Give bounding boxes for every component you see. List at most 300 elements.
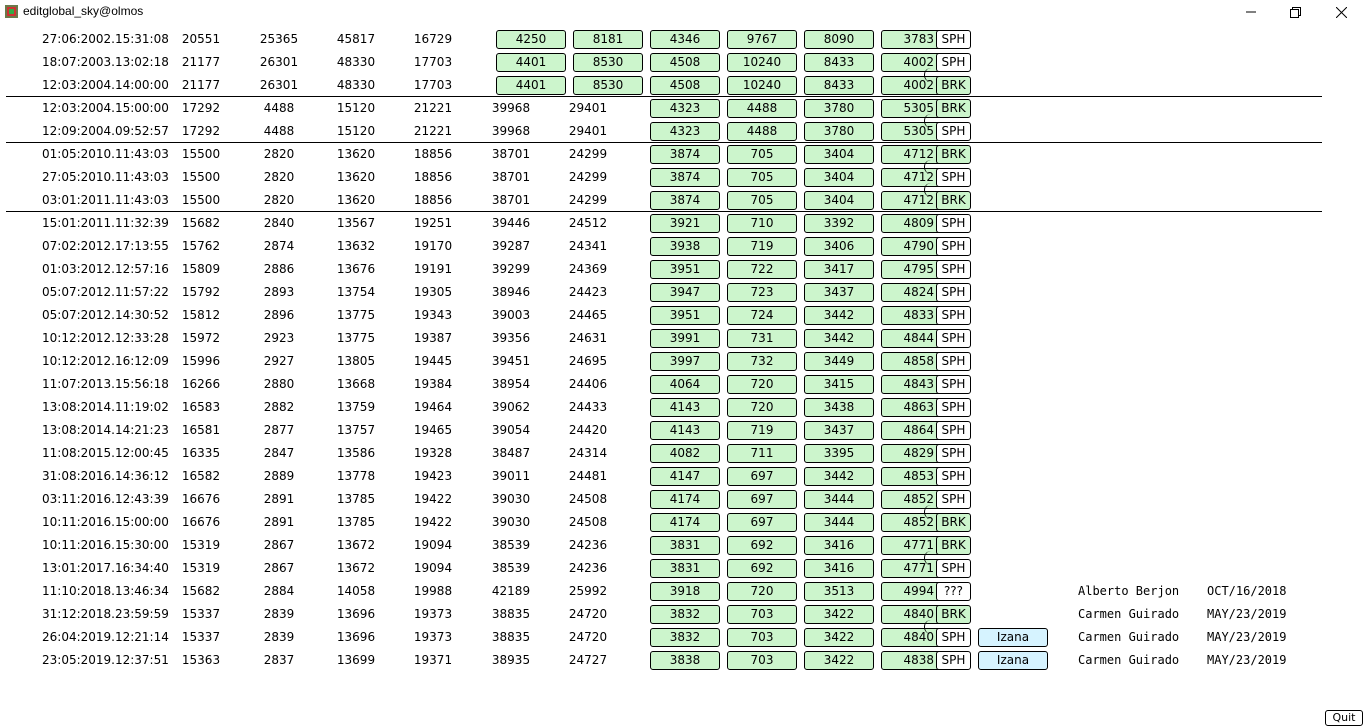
row-value: 17703 xyxy=(413,55,453,69)
row-date: 10:12:2012.12:33:28 xyxy=(42,331,169,345)
row-value: 13586 xyxy=(336,446,376,460)
row-value: 17703 xyxy=(413,78,453,92)
row-date: 01:05:2010.11:43:03 xyxy=(42,147,169,161)
row-value: 2847 xyxy=(263,446,295,460)
edit-date: MAY/23/2019 xyxy=(1207,630,1287,644)
row-value: 24695 xyxy=(568,354,608,368)
value-field[interactable]: 719 xyxy=(727,237,797,256)
row-date: 12:03:2004.14:00:00 xyxy=(42,78,169,92)
table-row xyxy=(0,189,1366,212)
value-field[interactable]: 4401 xyxy=(496,53,566,72)
row-value: 2867 xyxy=(263,538,295,552)
row-value: 24236 xyxy=(568,561,608,575)
link-connector xyxy=(924,620,939,634)
type-toggle-button[interactable]: SPH xyxy=(936,651,971,670)
table-row xyxy=(0,419,1366,442)
type-toggle-button[interactable]: SPH xyxy=(936,329,971,348)
type-toggle-button[interactable]: SPH xyxy=(936,375,971,394)
value-field[interactable]: 3438 xyxy=(804,398,874,417)
row-date: 31:12:2018.23:59:59 xyxy=(42,607,169,621)
table-row xyxy=(0,281,1366,304)
row-value: 19328 xyxy=(413,446,453,460)
type-toggle-button[interactable]: BRK xyxy=(936,99,971,118)
type-toggle-button[interactable]: SPH xyxy=(936,352,971,371)
row-value: 38946 xyxy=(491,285,531,299)
row-value: 48330 xyxy=(336,78,376,92)
value-field[interactable]: 720 xyxy=(727,582,797,601)
value-field[interactable]: 8181 xyxy=(573,30,643,49)
type-toggle-button[interactable]: SPH xyxy=(936,421,971,440)
value-field[interactable]: 3783 xyxy=(881,30,951,49)
row-value: 2874 xyxy=(263,239,295,253)
value-field[interactable]: 3444 xyxy=(804,513,874,532)
row-value: 13620 xyxy=(336,170,376,184)
table-row xyxy=(0,465,1366,488)
row-value: 24236 xyxy=(568,538,608,552)
value-field[interactable]: 4147 xyxy=(650,467,720,486)
row-value: 24406 xyxy=(568,377,608,391)
value-field[interactable]: 719 xyxy=(727,421,797,440)
row-value: 38487 xyxy=(491,446,531,460)
table-row xyxy=(0,488,1366,511)
row-value: 16676 xyxy=(181,515,221,529)
value-field[interactable]: 4824 xyxy=(881,283,951,302)
type-toggle-button[interactable]: BRK xyxy=(936,605,971,624)
row-value: 15500 xyxy=(181,193,221,207)
row-value: 13785 xyxy=(336,515,376,529)
value-field[interactable]: 3422 xyxy=(804,605,874,624)
row-value: 24727 xyxy=(568,653,608,667)
value-field[interactable]: 3442 xyxy=(804,306,874,325)
value-field[interactable]: 4323 xyxy=(650,122,720,141)
link-connector xyxy=(924,160,939,174)
restore-icon xyxy=(1290,7,1301,18)
row-value: 39299 xyxy=(491,262,531,276)
value-field[interactable]: 4809 xyxy=(881,214,951,233)
edit-date: OCT/16/2018 xyxy=(1207,584,1287,598)
value-field[interactable]: 692 xyxy=(727,559,797,578)
row-value: 21177 xyxy=(181,78,221,92)
row-value: 24465 xyxy=(568,308,608,322)
value-field[interactable]: 4994 xyxy=(881,582,951,601)
row-value: 29401 xyxy=(568,101,608,115)
type-toggle-button[interactable]: BRK xyxy=(936,536,971,555)
value-field[interactable]: 697 xyxy=(727,467,797,486)
row-date: 18:07:2003.13:02:18 xyxy=(42,55,169,69)
row-value: 18856 xyxy=(413,193,453,207)
row-value: 26301 xyxy=(259,78,299,92)
row-date: 12:03:2004.15:00:00 xyxy=(42,101,169,115)
value-field[interactable]: 4771 xyxy=(881,536,951,555)
value-field[interactable]: 3832 xyxy=(650,628,720,647)
link-connector xyxy=(924,505,939,519)
value-field[interactable]: 4002 xyxy=(881,53,951,72)
value-field[interactable]: 8433 xyxy=(804,53,874,72)
value-field[interactable]: 4488 xyxy=(727,99,797,118)
row-date: 10:12:2012.16:12:09 xyxy=(42,354,169,368)
row-value: 16582 xyxy=(181,469,221,483)
value-field[interactable]: 3442 xyxy=(804,467,874,486)
row-value: 24299 xyxy=(568,147,608,161)
table-row xyxy=(0,442,1366,465)
row-value: 2880 xyxy=(263,377,295,391)
close-button[interactable] xyxy=(1318,0,1364,24)
value-field[interactable]: 723 xyxy=(727,283,797,302)
value-field[interactable]: 731 xyxy=(727,329,797,348)
row-value: 2882 xyxy=(263,400,295,414)
value-field[interactable]: 711 xyxy=(727,444,797,463)
type-toggle-button[interactable]: SPH xyxy=(936,214,971,233)
row-date: 10:11:2016.15:00:00 xyxy=(42,515,169,529)
value-field[interactable]: 3422 xyxy=(804,628,874,647)
value-field[interactable]: 3417 xyxy=(804,260,874,279)
row-date: 10:11:2016.15:30:00 xyxy=(42,538,169,552)
row-value: 38701 xyxy=(491,193,531,207)
row-value: 48330 xyxy=(336,55,376,69)
row-date: 13:08:2014.14:21:23 xyxy=(42,423,169,437)
value-field[interactable]: 720 xyxy=(727,375,797,394)
row-value: 15762 xyxy=(181,239,221,253)
table-row xyxy=(0,51,1366,74)
row-value: 15972 xyxy=(181,331,221,345)
row-date: 27:05:2010.11:43:03 xyxy=(42,170,169,184)
value-field[interactable]: 3831 xyxy=(650,559,720,578)
row-value: 24720 xyxy=(568,607,608,621)
value-field[interactable]: 3404 xyxy=(804,191,874,210)
row-value: 39030 xyxy=(491,492,531,506)
value-field[interactable]: 4082 xyxy=(650,444,720,463)
table-row xyxy=(0,235,1366,258)
value-field[interactable]: 4002 xyxy=(881,76,951,95)
row-value: 2867 xyxy=(263,561,295,575)
row-value: 24433 xyxy=(568,400,608,414)
row-value: 19988 xyxy=(413,584,453,598)
value-field[interactable]: 4323 xyxy=(650,99,720,118)
row-value: 15500 xyxy=(181,147,221,161)
value-field[interactable]: 4174 xyxy=(650,513,720,532)
value-field[interactable]: 9767 xyxy=(727,30,797,49)
row-value: 13632 xyxy=(336,239,376,253)
value-field[interactable]: 4771 xyxy=(881,559,951,578)
type-toggle-button[interactable]: SPH xyxy=(936,122,971,141)
value-field[interactable]: 4174 xyxy=(650,490,720,509)
type-toggle-button[interactable]: SPH xyxy=(936,490,971,509)
row-value: 19464 xyxy=(413,400,453,414)
value-field[interactable]: 697 xyxy=(727,513,797,532)
row-value: 15120 xyxy=(336,101,376,115)
value-field[interactable]: 4346 xyxy=(650,30,720,49)
value-field[interactable]: 3951 xyxy=(650,306,720,325)
value-field[interactable]: 3938 xyxy=(650,237,720,256)
row-value: 39003 xyxy=(491,308,531,322)
row-value: 13676 xyxy=(336,262,376,276)
value-field[interactable]: 8530 xyxy=(573,76,643,95)
row-value: 15996 xyxy=(181,354,221,368)
value-field[interactable]: 3404 xyxy=(804,145,874,164)
value-field[interactable]: 4488 xyxy=(727,122,797,141)
value-field[interactable]: 3415 xyxy=(804,375,874,394)
value-field[interactable]: 10240 xyxy=(727,76,797,95)
value-field[interactable]: 4790 xyxy=(881,237,951,256)
table-row xyxy=(0,603,1366,626)
row-value: 19387 xyxy=(413,331,453,345)
row-date: 31:08:2016.14:36:12 xyxy=(42,469,169,483)
row-value: 18856 xyxy=(413,170,453,184)
row-value: 2839 xyxy=(263,607,295,621)
type-toggle-button[interactable]: BRK xyxy=(936,191,971,210)
value-field[interactable]: 8530 xyxy=(573,53,643,72)
value-field[interactable]: 8433 xyxy=(804,76,874,95)
row-value: 19191 xyxy=(413,262,453,276)
link-connector xyxy=(924,68,939,82)
link-connector xyxy=(924,551,939,565)
value-field[interactable]: 732 xyxy=(727,352,797,371)
row-value: 24369 xyxy=(568,262,608,276)
row-value: 2927 xyxy=(263,354,295,368)
value-field[interactable]: 692 xyxy=(727,536,797,555)
type-toggle-button[interactable]: BRK xyxy=(936,76,971,95)
value-field[interactable]: 3513 xyxy=(804,582,874,601)
link-connector xyxy=(924,114,939,128)
value-field[interactable]: 4064 xyxy=(650,375,720,394)
value-field[interactable]: 4833 xyxy=(881,306,951,325)
value-field[interactable]: 4712 xyxy=(881,168,951,187)
row-date: 13:08:2014.11:19:02 xyxy=(42,400,169,414)
value-field[interactable]: 4712 xyxy=(881,145,951,164)
value-field[interactable]: 4250 xyxy=(496,30,566,49)
edit-date: MAY/23/2019 xyxy=(1207,653,1287,667)
row-date: 15:01:2011.11:32:39 xyxy=(42,216,169,230)
row-value: 16266 xyxy=(181,377,221,391)
table-row xyxy=(0,212,1366,235)
row-value: 13759 xyxy=(336,400,376,414)
value-field[interactable]: 4143 xyxy=(650,421,720,440)
type-toggle-button[interactable]: SPH xyxy=(936,30,971,49)
row-value: 21221 xyxy=(413,101,453,115)
row-value: 25992 xyxy=(568,584,608,598)
editor-name: Carmen Guirado xyxy=(1078,653,1180,667)
value-field[interactable]: 703 xyxy=(727,651,797,670)
type-toggle-button[interactable]: SPH xyxy=(936,168,971,187)
value-field[interactable]: 724 xyxy=(727,306,797,325)
value-field[interactable]: 3921 xyxy=(650,214,720,233)
type-toggle-button[interactable]: SPH xyxy=(936,444,971,463)
location-field[interactable]: Izana xyxy=(978,651,1048,670)
value-field[interactable]: 720 xyxy=(727,398,797,417)
value-field[interactable]: 3416 xyxy=(804,559,874,578)
value-field[interactable]: 4852 xyxy=(881,490,951,509)
value-field[interactable]: 4712 xyxy=(881,191,951,210)
value-field[interactable]: 3832 xyxy=(650,605,720,624)
value-field[interactable]: 3444 xyxy=(804,490,874,509)
row-value: 13620 xyxy=(336,147,376,161)
row-value: 15792 xyxy=(181,285,221,299)
quit-button[interactable]: Quit xyxy=(1325,710,1363,726)
value-field[interactable]: 703 xyxy=(727,628,797,647)
value-field[interactable]: 3997 xyxy=(650,352,720,371)
row-value: 19423 xyxy=(413,469,453,483)
table-row xyxy=(0,350,1366,373)
value-field[interactable]: 705 xyxy=(727,191,797,210)
table-row xyxy=(0,626,1366,649)
link-connector xyxy=(924,183,939,197)
row-value: 13754 xyxy=(336,285,376,299)
row-value: 39968 xyxy=(491,124,531,138)
value-field[interactable]: 3874 xyxy=(650,168,720,187)
row-value: 24508 xyxy=(568,515,608,529)
value-field[interactable]: 4840 xyxy=(881,628,951,647)
value-field[interactable]: 3947 xyxy=(650,283,720,302)
value-field[interactable]: 3449 xyxy=(804,352,874,371)
row-value: 24512 xyxy=(568,216,608,230)
row-value: 15337 xyxy=(181,630,221,644)
type-toggle-button[interactable]: SPH xyxy=(936,467,971,486)
value-field[interactable]: 705 xyxy=(727,145,797,164)
value-field[interactable]: 4844 xyxy=(881,329,951,348)
type-toggle-button[interactable]: SPH xyxy=(936,237,971,256)
value-field[interactable]: 3874 xyxy=(650,145,720,164)
value-field[interactable]: 4863 xyxy=(881,398,951,417)
row-value: 39011 xyxy=(491,469,531,483)
value-field[interactable]: 4852 xyxy=(881,513,951,532)
row-value: 42189 xyxy=(491,584,531,598)
value-field[interactable]: 3780 xyxy=(804,122,874,141)
value-field[interactable]: 3951 xyxy=(650,260,720,279)
value-field[interactable]: 4508 xyxy=(650,76,720,95)
value-field[interactable]: 710 xyxy=(727,214,797,233)
value-field[interactable]: 3416 xyxy=(804,536,874,555)
row-value: 2896 xyxy=(263,308,295,322)
value-field[interactable]: 4838 xyxy=(881,651,951,670)
row-date: 23:05:2019.12:37:51 xyxy=(42,653,169,667)
value-field[interactable]: 3395 xyxy=(804,444,874,463)
type-toggle-button[interactable]: ??? xyxy=(936,582,971,601)
row-value: 39062 xyxy=(491,400,531,414)
type-toggle-button[interactable]: SPH xyxy=(936,306,971,325)
row-value: 24299 xyxy=(568,170,608,184)
row-value: 16581 xyxy=(181,423,221,437)
row-value: 29401 xyxy=(568,124,608,138)
value-field[interactable]: 3874 xyxy=(650,191,720,210)
row-date: 11:10:2018.13:46:34 xyxy=(42,584,169,598)
type-toggle-button[interactable]: BRK xyxy=(936,145,971,164)
row-value: 2889 xyxy=(263,469,295,483)
value-field[interactable]: 4843 xyxy=(881,375,951,394)
value-field[interactable]: 705 xyxy=(727,168,797,187)
value-field[interactable]: 10240 xyxy=(727,53,797,72)
row-value: 2820 xyxy=(263,147,295,161)
row-date: 03:11:2016.12:43:39 xyxy=(42,492,169,506)
close-icon xyxy=(1336,7,1347,18)
value-field[interactable]: 3442 xyxy=(804,329,874,348)
value-field[interactable]: 4864 xyxy=(881,421,951,440)
value-field[interactable]: 3838 xyxy=(650,651,720,670)
row-value: 15120 xyxy=(336,124,376,138)
table-row xyxy=(0,580,1366,603)
row-value: 39030 xyxy=(491,515,531,529)
app-icon xyxy=(5,5,18,18)
type-toggle-button[interactable]: SPH xyxy=(936,559,971,578)
value-field[interactable]: 3831 xyxy=(650,536,720,555)
type-toggle-button[interactable]: SPH xyxy=(936,53,971,72)
value-field[interactable]: 4853 xyxy=(881,467,951,486)
value-field[interactable]: 5305 xyxy=(881,122,951,141)
value-field[interactable]: 3918 xyxy=(650,582,720,601)
type-toggle-button[interactable]: SPH xyxy=(936,260,971,279)
value-field[interactable]: 5305 xyxy=(881,99,951,118)
value-field[interactable]: 3392 xyxy=(804,214,874,233)
row-value: 19094 xyxy=(413,561,453,575)
row-value: 19445 xyxy=(413,354,453,368)
value-field[interactable]: 3780 xyxy=(804,99,874,118)
row-value: 15812 xyxy=(181,308,221,322)
row-value: 15500 xyxy=(181,170,221,184)
type-toggle-button[interactable]: SPH xyxy=(936,628,971,647)
row-value: 20551 xyxy=(181,32,221,46)
value-field[interactable]: 4795 xyxy=(881,260,951,279)
value-field[interactable]: 3437 xyxy=(804,283,874,302)
value-field[interactable]: 722 xyxy=(727,260,797,279)
value-field[interactable]: 8090 xyxy=(804,30,874,49)
row-value: 15337 xyxy=(181,607,221,621)
row-value: 21221 xyxy=(413,124,453,138)
value-field[interactable]: 703 xyxy=(727,605,797,624)
value-field[interactable]: 697 xyxy=(727,490,797,509)
table-row xyxy=(0,396,1366,419)
row-value: 18856 xyxy=(413,147,453,161)
row-value: 24341 xyxy=(568,239,608,253)
value-field[interactable]: 4840 xyxy=(881,605,951,624)
value-field[interactable]: 4143 xyxy=(650,398,720,417)
type-toggle-button[interactable]: BRK xyxy=(936,513,971,532)
row-value: 15809 xyxy=(181,262,221,276)
value-field[interactable]: 3404 xyxy=(804,168,874,187)
row-value: 16729 xyxy=(413,32,453,46)
table-row xyxy=(0,143,1366,166)
restore-button[interactable] xyxy=(1272,0,1318,24)
type-toggle-button[interactable]: SPH xyxy=(936,283,971,302)
table-row xyxy=(0,534,1366,557)
row-value: 16583 xyxy=(181,400,221,414)
location-field[interactable]: Izana xyxy=(978,628,1048,647)
row-value: 13785 xyxy=(336,492,376,506)
value-field[interactable]: 4508 xyxy=(650,53,720,72)
row-value: 19384 xyxy=(413,377,453,391)
row-value: 2886 xyxy=(263,262,295,276)
table-row xyxy=(0,511,1366,534)
value-field[interactable]: 4401 xyxy=(496,76,566,95)
row-value: 15363 xyxy=(181,653,221,667)
type-toggle-button[interactable]: SPH xyxy=(936,398,971,417)
table-row xyxy=(0,120,1366,143)
row-value: 38701 xyxy=(491,147,531,161)
row-value: 19343 xyxy=(413,308,453,322)
row-value: 2840 xyxy=(263,216,295,230)
row-date: 07:02:2012.17:13:55 xyxy=(42,239,169,253)
value-field[interactable]: 3422 xyxy=(804,651,874,670)
minimize-button[interactable] xyxy=(1228,0,1274,24)
table-row xyxy=(0,166,1366,189)
row-date: 11:08:2015.12:00:45 xyxy=(42,446,169,460)
value-field[interactable]: 3406 xyxy=(804,237,874,256)
value-field[interactable]: 4858 xyxy=(881,352,951,371)
value-field[interactable]: 4829 xyxy=(881,444,951,463)
editor-name: Carmen Guirado xyxy=(1078,630,1180,644)
value-field[interactable]: 3991 xyxy=(650,329,720,348)
row-value: 26301 xyxy=(259,55,299,69)
row-value: 13620 xyxy=(336,193,376,207)
value-field[interactable]: 3437 xyxy=(804,421,874,440)
